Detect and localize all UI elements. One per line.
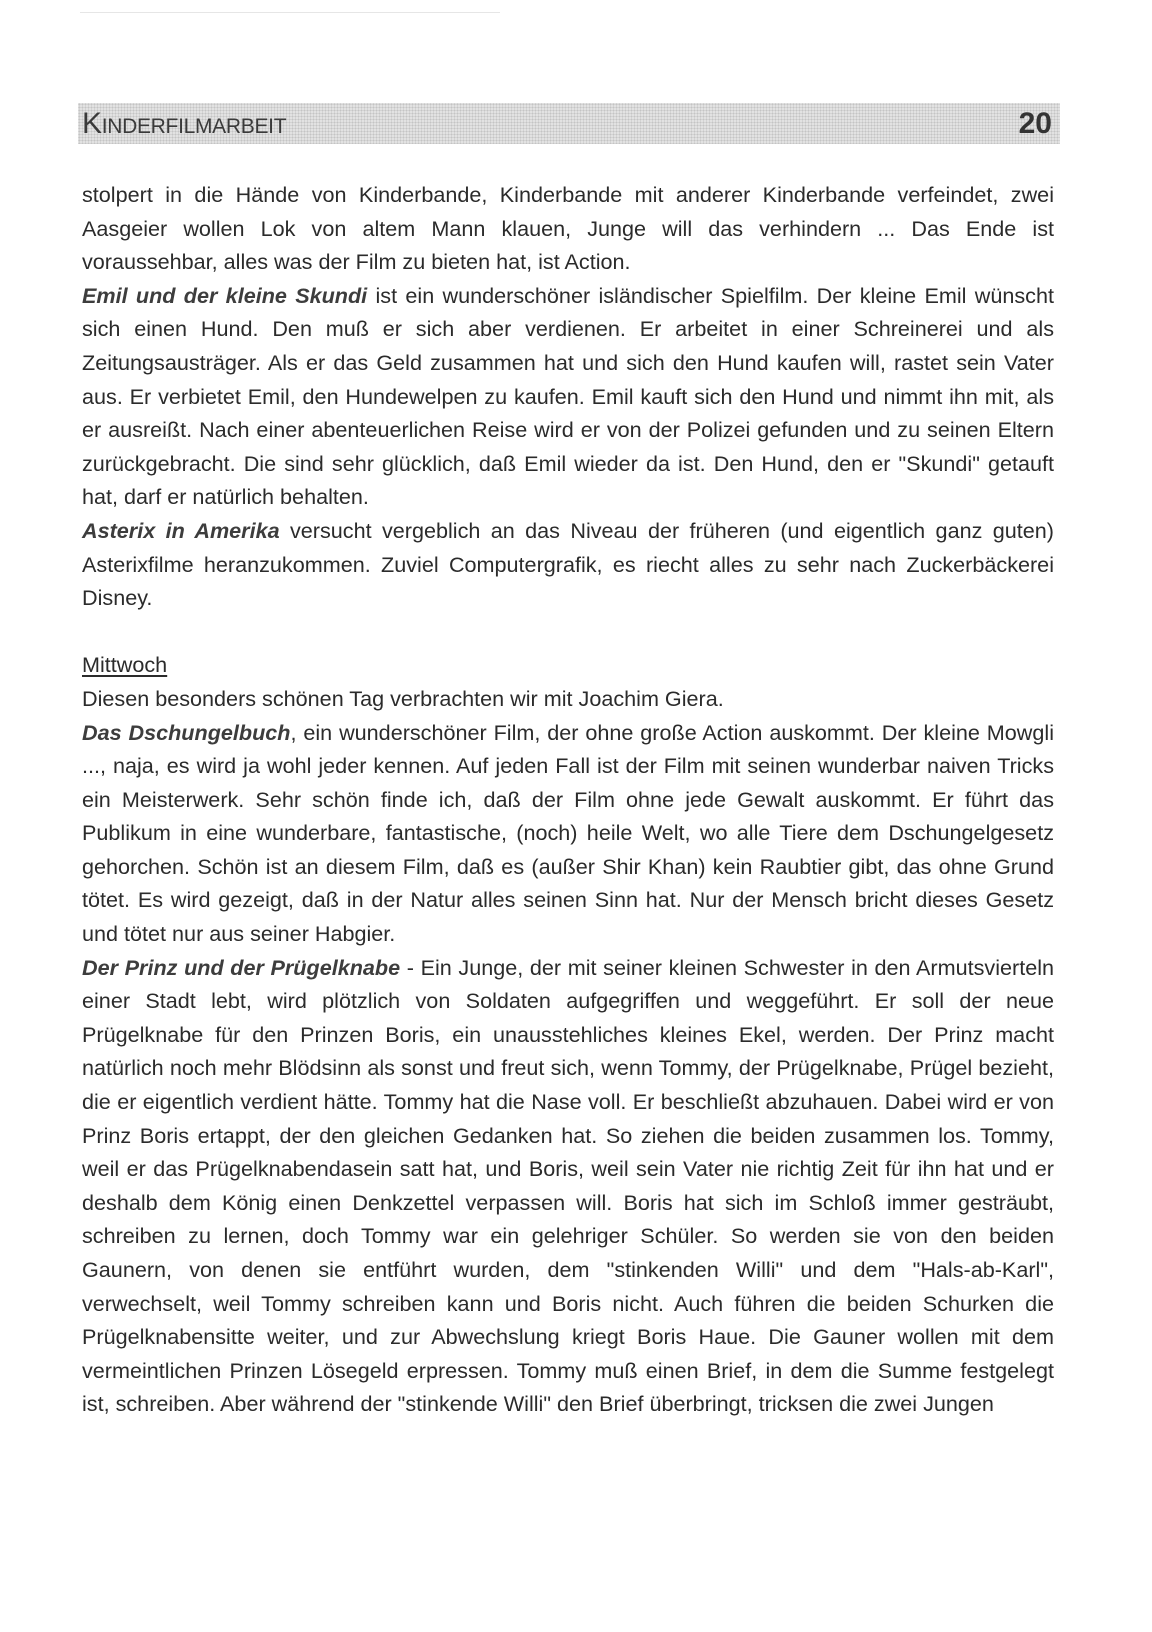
day-heading: Mittwoch bbox=[82, 652, 168, 678]
film-title-emil: Emil und der kleine Skundi bbox=[82, 282, 368, 308]
paragraph-dschungelbuch bbox=[82, 716, 1054, 951]
film-title-dschungelbuch: Das Dschungelbuch bbox=[82, 719, 291, 745]
paragraph-text: , ein wunderschöner Film, der ohne große Action auskommt. Der kleine Mowgli ..., naja, es wird ja wohl jeder kennen. Auf jeden Fall ist der Film mit seinen wunderbar naiven Tricks ein Meisterwerk. Sehr schön finde ich, daß der Film ohne jede Gewalt auskommt. Er führt das Publikum in eine wunderbare, fantastische, (noch) heile Welt, wo alle Tiere dem Dschungelgesetz gehorchen. Schön ist an diesem Film, daß es (außer Shir Khan) kein Raubtier gibt, das ohne Grund tötet. Es wird gezeigt, daß in der Natur alles seinen Sinn hat. Nur der Mensch bricht dieses Gesetz und tötet nur aus seiner Habgier. bbox=[82, 719, 1054, 947]
page-number: 20 bbox=[1018, 106, 1052, 140]
scan-edge-rule bbox=[80, 12, 500, 13]
film-title-pruegelknabe: Der Prinz und der Prügelknabe bbox=[82, 954, 401, 980]
paragraph-text: - Ein Junge, der mit seiner kleinen Schwester in den Armutsvierteln einer Stadt lebt, wird plötzlich von Soldaten aufgegriffen und weggeführt. Er soll der neue Prügelknabe für den Prinzen Boris, ein unausstehliches kleines Ekel, werden. Der Prinz macht natürlich noch mehr Blödsinn als sonst und freut sich, wenn Tommy, der Prügelknabe, Prügel bezieht, die er eigentlich verdient hätte. Tommy hat die Nase voll. Er beschließt abzuhauen. Dabei wird er von Prinz Boris ertappt, der den gleichen Gedanken hat. So ziehen die beiden zusammen los. Tommy, weil er das Prügelknabendasein satt hat, und Boris, weil sein Vater nie richtig Zeit für ihn hat und er deshalb dem König einen Denkzettel verpassen will. Boris hat sich im Schloß immer gesträubt, schreiben zu lernen, doch Tommy war ein gelehriger Schüler. So werden sie von den beiden Gaunern, von denen sie entführt wurden, dem "stinkenden Willi" und dem "Hals-ab-Karl", verwechselt, weil Tommy schreiben kann und Boris nicht. Auch führen die beiden Schurken die Prügelknabensitte weiter, und zur Abwechslung kriegt Boris Haue. Die Gauner wollen mit dem vermeintlichen Prinzen Lösegeld erpressen. Tommy muß einen Brief, in dem die Summe festgelegt ist, schreiben. Aber während der "stinkende Willi" den Brief überbringt, tricksen die zwei Jungen bbox=[82, 954, 1055, 1417]
film-title-asterix: Asterix in Amerika bbox=[82, 517, 280, 543]
paragraph-emil bbox=[82, 279, 1054, 514]
paragraph-continuation bbox=[82, 178, 1054, 279]
paragraph-text: versucht vergeblich an das Niveau der früheren (und eigentlich ganz guten) Asterixfilme heranzukommen. Zuviel Computergrafik, es riecht alles zu sehr nach Zuckerbäckerei Disney. bbox=[82, 517, 1054, 611]
paragraph-pruegelknabe bbox=[82, 951, 1054, 1421]
paragraph-text: ist ein wunderschöner isländischer Spielfilm. Der kleine Emil wünscht sich einen Hund. Den muß er sich aber verdienen. Er arbeitet in einer Schreinerei und als Zeitungsausträger. Als er das Geld zusammen hat und sich den Hund kaufen will, rastet sein Vater aus. Er verbietet Emil, den Hundewelpen zu kaufen. Emil kauft sich den Hund und nimmt ihn mit, als er ausreißt. Nach einer abenteuerlichen Reise wird er von der Polizei gefunden und zu seinen Eltern zurückgebracht. Die sind sehr glücklich, daß Emil wieder da ist. Den Hund, den er "Skundi" getauft hat, darf er natürlich behalten. bbox=[82, 282, 1054, 510]
paragraph-text: stolpert in die Hände von Kinderbande, Kinderbande mit anderer Kinderbande verfeindet, zwei Aasgeier wollen Lok von altem Mann klauen, Junge will das verhindern ... Das Ende ist voraussehbar, alles was der Film zu bieten hat, ist Action. bbox=[82, 182, 1054, 275]
section-title: Kinderfilmarbeit bbox=[82, 106, 287, 140]
paragraph-text: Diesen besonders schönen Tag verbrachten wir mit Joachim Giera. bbox=[82, 685, 724, 711]
article-body bbox=[82, 178, 1054, 1421]
page-header bbox=[78, 103, 1060, 144]
paragraph-asterix bbox=[82, 514, 1054, 615]
paragraph-day-intro bbox=[82, 682, 1054, 716]
